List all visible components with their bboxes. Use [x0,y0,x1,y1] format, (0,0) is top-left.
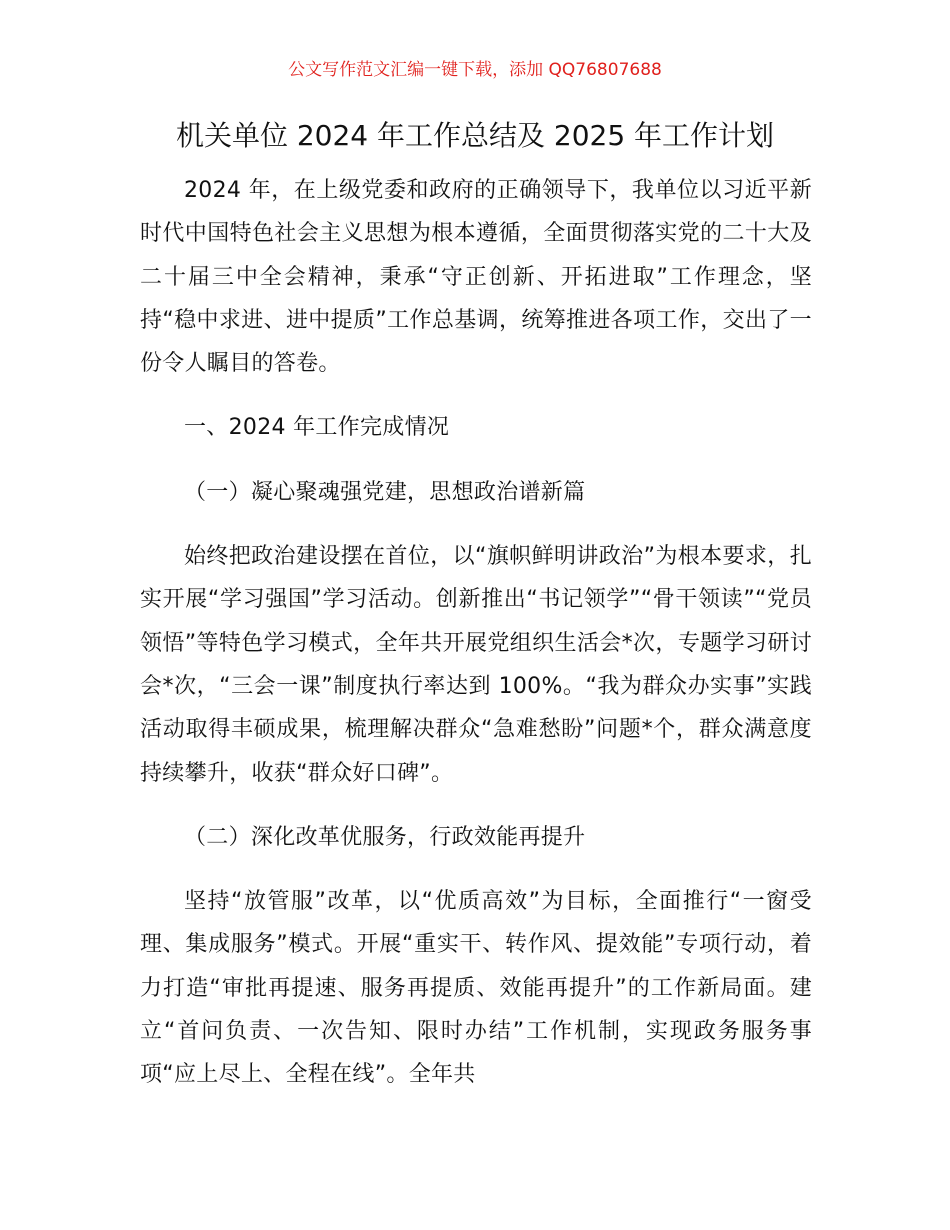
reform-service-paragraph: 坚持“放管服”改革，以“优质高效”为目标，全面推行“一窗受理、集成服务”模式。开展“重实干、转作风、提效能”专项行动，着力打造“审批再提速、服务再提质、效能再提升”的工作新局面。建立“首问负责、一次告知、限时办结”工作机制，实现政务服务事项“应上尽上、全程在线”。全年共 [140,889,812,1088]
watermark-text: 公文写作范文汇编一键下载，添加 QQ76807688 [288,60,662,80]
document-title: 机关单位 2024 年工作总结及 2025 年工作计划 [175,119,775,152]
intro-paragraph: 2024 年，在上级党委和政府的正确领导下，我单位以习近平新时代中国特色社会主义思想为根本遵循，全面贯彻落实党的二十大及二十届三中全会精神，秉承“守正创新、开拓进取”工作理念，坚持“稳中求进、进中提质”工作总基调，统筹推进各项工作，交出了一份令人瞩目的答卷。 [140,178,812,377]
subsection-heading-party-building: （一）凝心聚魂强党建，思想政治谱新篇 [184,479,586,505]
section-heading: 一、2024 年工作完成情况 [184,415,450,441]
party-building-paragraph: 始终把政治建设摆在首位，以“旗帜鲜明讲政治”为根本要求，扎实开展“学习强国”学习活动。创新推出“书记领学”“骨干领读”“党员领悟”等特色学习模式，全年共开展党组织生活会*次，专题学习研讨会*次，“三会一课”制度执行率达到 100%。“我为群众办实事”实践活动取得丰硕成果，梳理解决群众“急难愁盼”问题*个，群众满意度持续攀升，收获“群众好口碑”。 [140,544,812,786]
document-body [140,169,812,1118]
subsection-heading-reform-service: （二）深化改革优服务，行政效能再提升 [184,824,586,850]
